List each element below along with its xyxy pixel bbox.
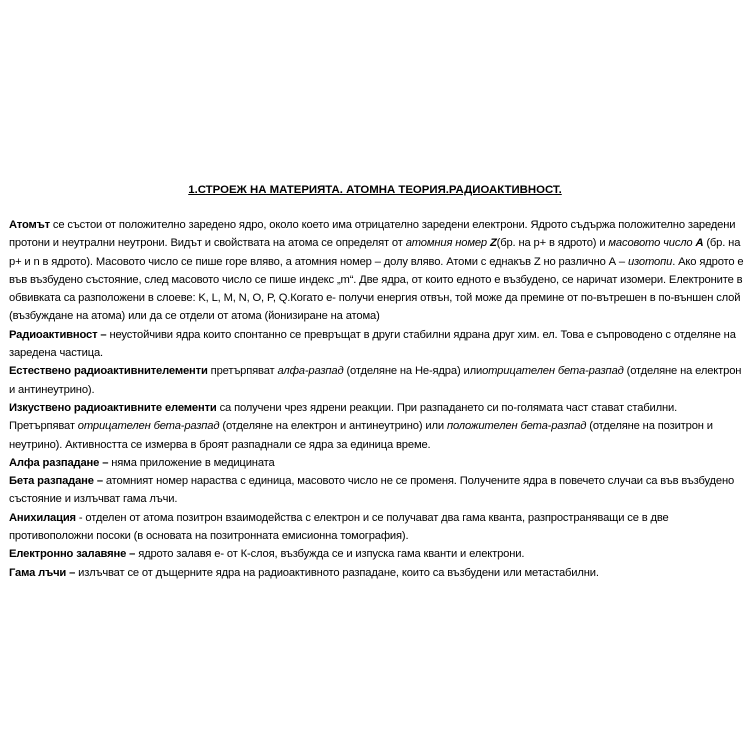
text: - отделен от атома позитрон взаимодейства с електрон и се получават два гама кванта, разпространяващи се в две противоположни посоки (в основата на позитронната емисионна томография). <box>9 511 669 543</box>
term-alpha-decay-heading: Алфа разпадане – <box>9 456 109 469</box>
text: (отделяне на позитрон и неутрино). Активността се измерва в броят разпаднали се ядра за единица време. <box>9 420 713 451</box>
text: претърпяват <box>207 365 278 378</box>
term-annihilation: Анихилация <box>9 511 76 524</box>
term-gamma-rays: Гама лъчи – <box>9 566 76 579</box>
text: атомният номер нараства с единица, масовото число не се променя. Получените ядра в повечето случаи са във възбудено състояние и излъчват гама лъчи. <box>9 475 735 506</box>
term-electron-capture: Електронно залавяне – <box>9 548 136 561</box>
paragraph-beta-decay <box>9 472 744 509</box>
symbol-a: А <box>695 237 704 250</box>
text: са получени чрез ядрени реакции. При разпадането си по-голямата част стават стабилни. Претърпяват <box>9 401 678 433</box>
paragraph-gamma-rays <box>9 564 744 582</box>
symbol-z: Z <box>489 237 497 250</box>
text: (отделяне на електрон и антинеутрино) или <box>219 420 447 433</box>
paragraph-alpha-decay <box>9 454 744 472</box>
term-radioactivity: Радиоактивност – <box>9 328 107 341</box>
text: (отделяне на Не-ядра) или <box>343 365 483 378</box>
term-mass-number: масовото число <box>608 237 696 250</box>
document-body <box>9 216 744 582</box>
text: се състои от положително заредено ядро, около което има отрицателно заредени електрони. Ядрото съдържа положително заредени протони и неутрални неутрони. Видът и свойствата на атома се определят от <box>9 219 736 250</box>
paragraph-radioactivity <box>9 326 744 363</box>
paragraph-electron-capture <box>9 545 744 563</box>
paragraph-atom <box>9 216 744 326</box>
term-natural-radioactive: Естествено радиоактивнителементи <box>9 365 208 378</box>
term-negative-beta-decay: отрицателен бета-разпад <box>77 420 220 433</box>
paragraph-annihilation <box>9 509 744 546</box>
text: (бр. на р+ и n в ядрото). Масовото число се пише горе вляво, а атомния номер – долу вляво. Атоми с еднакъв Z но различно А – <box>9 237 741 268</box>
term-atom: Атомът <box>9 219 50 231</box>
document-title: 1.СТРОЕЖ НА МАТЕРИЯТА. АТОМНА ТЕОРИЯ.РАДИОАКТИВНОСТ. <box>188 184 562 196</box>
term-alpha-decay: алфа-разпад <box>277 365 344 378</box>
term-artificial-radioactive: Изкуствено радиоактивните елементи <box>9 401 217 414</box>
term-negative-beta-decay: отрицателен бета-разпад <box>482 365 624 378</box>
paragraph-natural-radioactive <box>9 362 744 399</box>
term-positive-beta-decay: положителен бета-разпад <box>446 420 587 433</box>
text: няма приложение в медицината <box>108 456 275 469</box>
text: (бр. на р+ в ядрото) и <box>496 237 609 250</box>
text: ядрото залавя е- от К-слоя, възбужда се и изпуска гама кванти и електрони. <box>135 548 525 561</box>
term-isotopes: изотопи <box>627 255 673 268</box>
paragraph-artificial-radioactive <box>9 399 744 454</box>
text: . Ако ядрото е във възбудено състояние, след масовото число се пише индекс „m“. Две ядра, от които едното е възбудено, се наричат изомери. Електроните в обвивката са разположени в слоеве: K, L, M, N, O, P, Q.Когато е- получи енергия отвън, той може да премине от по-вътрешен в по-външен слой (възбуждане на атома) или да се отдели от атома (йонизиране на атома) <box>9 255 744 323</box>
term-atomic-number: атомния номер <box>405 237 490 250</box>
text: (отделяне на електрон и антинеутрино). <box>9 365 742 396</box>
term-beta-decay-heading: Бета разпадане – <box>9 475 103 488</box>
text: неустойчиви ядра които спонтанно се превръщат в други стабилни ядрана друг хим. ел. Това е съпроводено с отделяне на заредена частица. <box>9 328 736 360</box>
text: излъчват се от дъщерните ядра на радиоактивното разпадане, които са възбудени или метастабилни. <box>75 566 599 579</box>
